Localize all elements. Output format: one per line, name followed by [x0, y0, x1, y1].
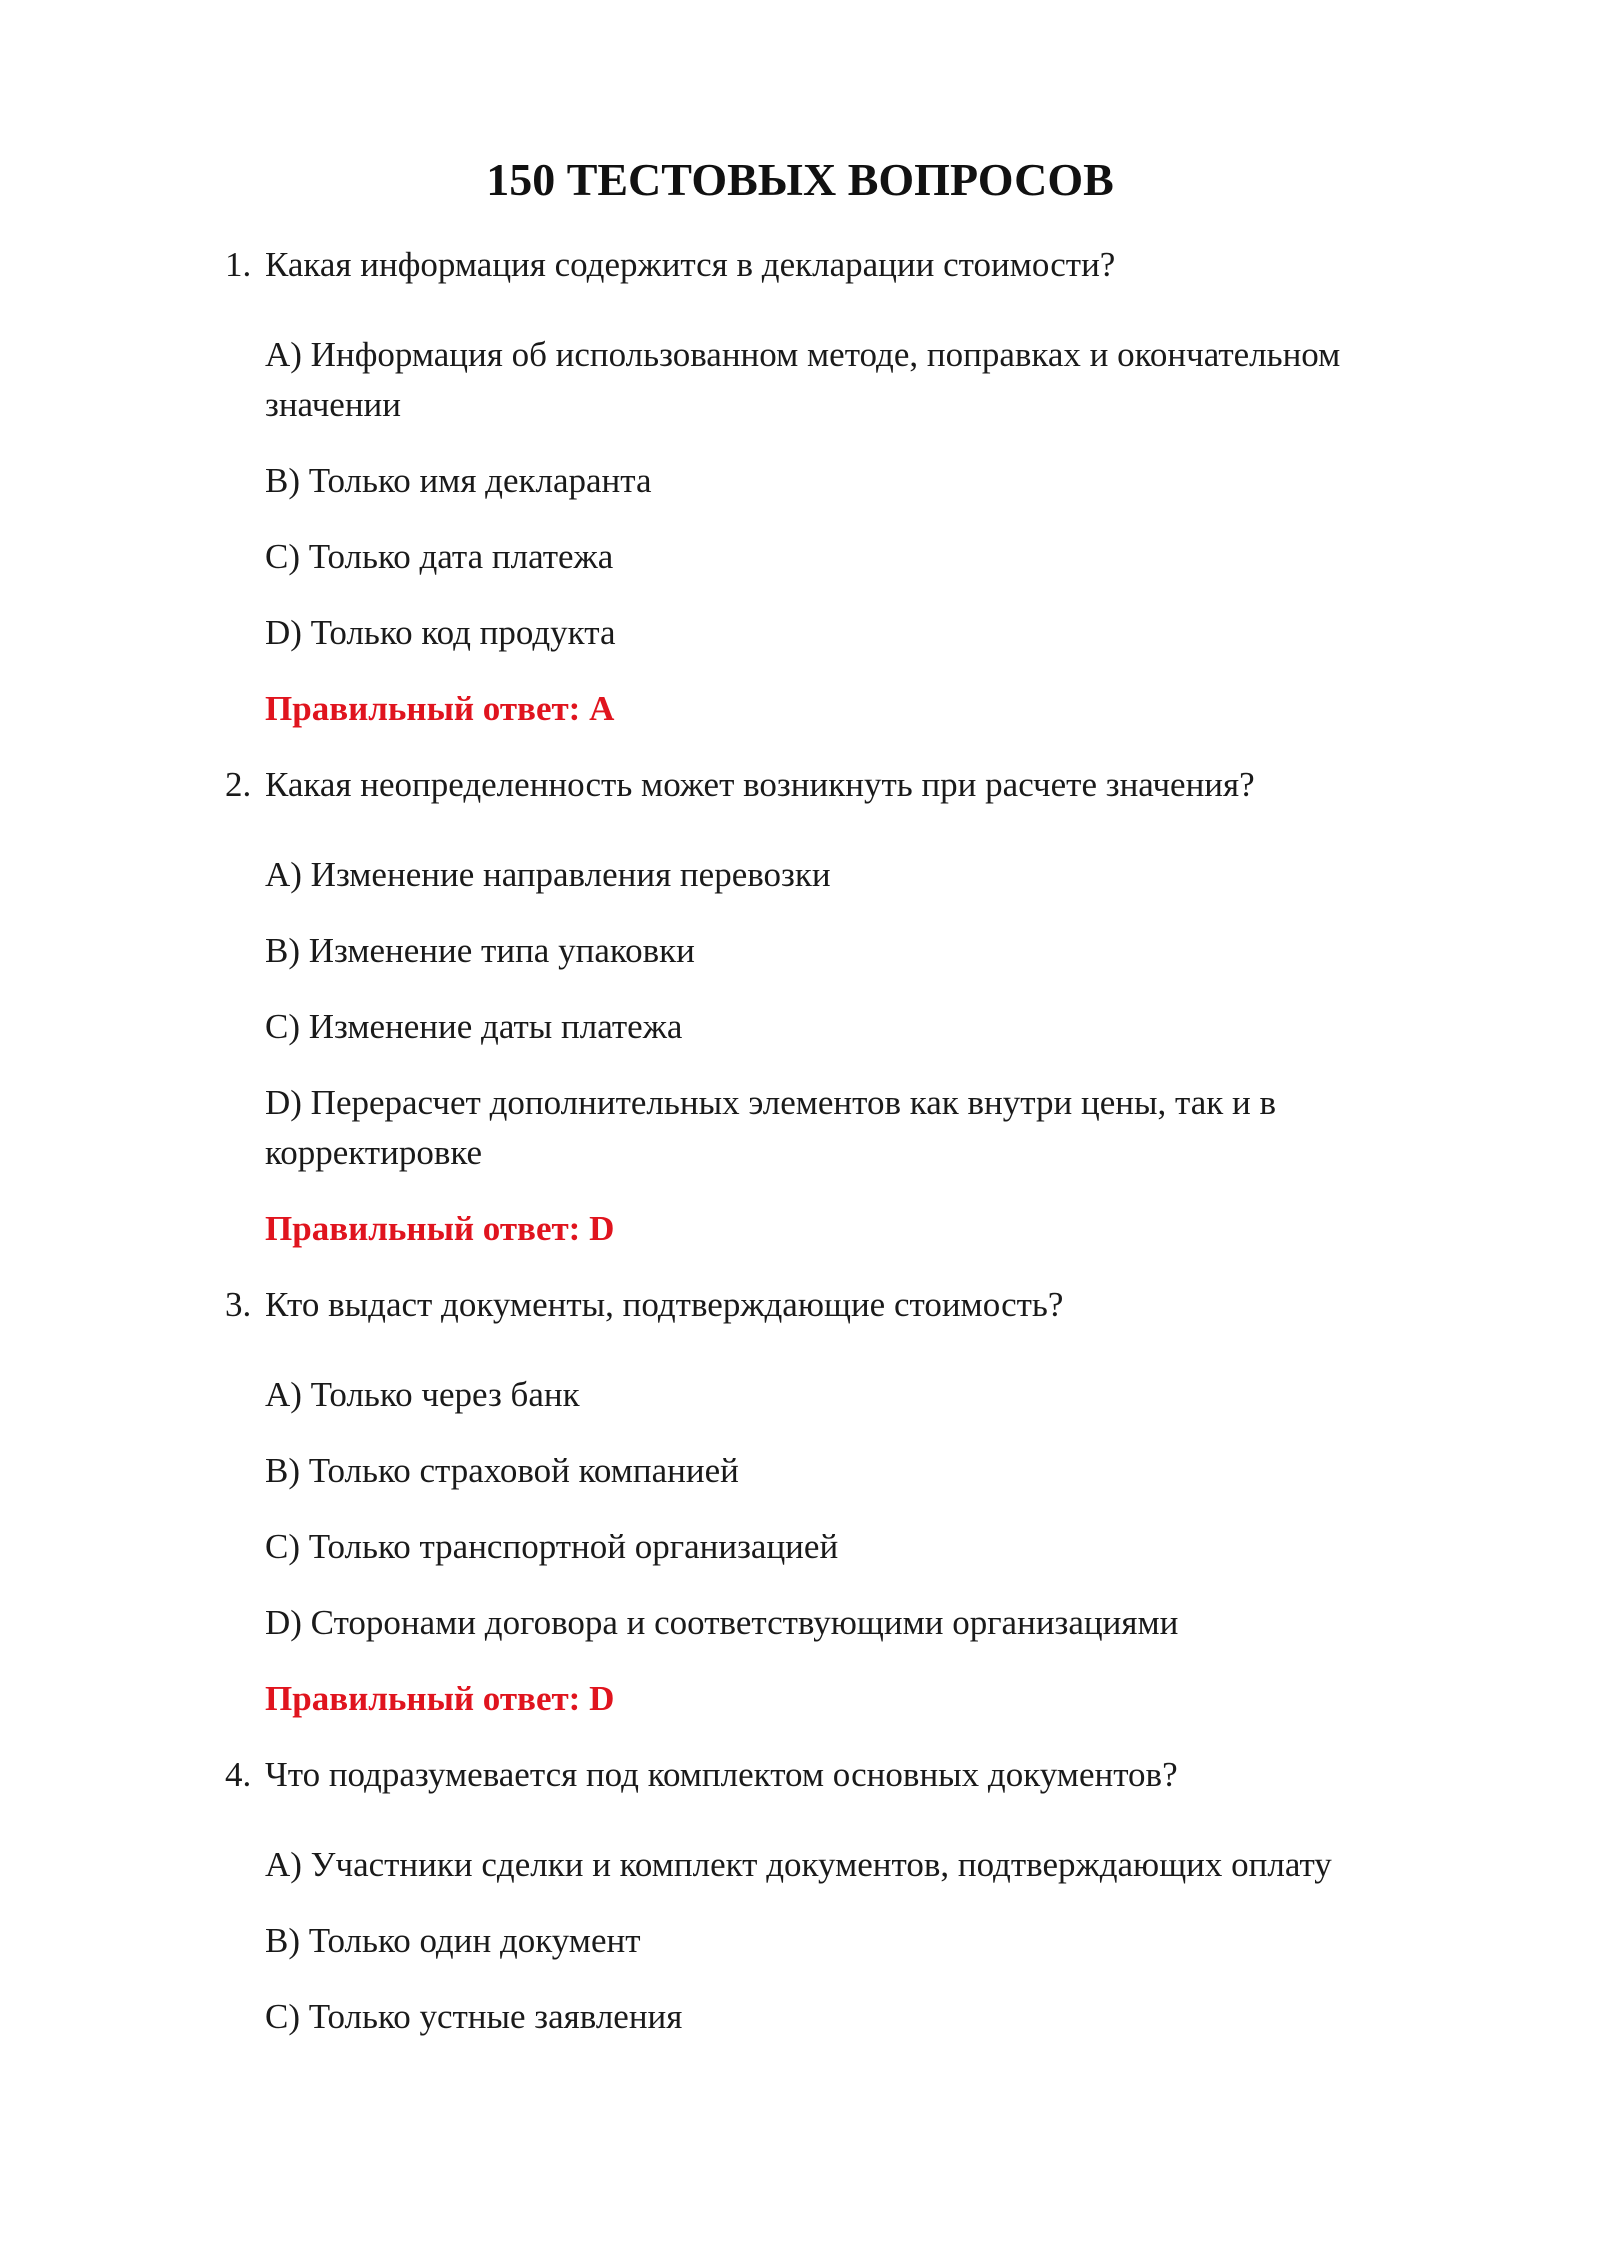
- question-3: [225, 1280, 1485, 1330]
- question-number: 4.: [225, 1755, 252, 1794]
- question-text: Какая информация содержится в декларации стоимости?: [265, 245, 1116, 284]
- option-b: B) Только имя декларанта: [265, 461, 652, 500]
- question-2: [225, 760, 1485, 810]
- question-text: Что подразумевается под комплектом основных документов?: [265, 1755, 1178, 1794]
- correct-answer: Правильный ответ: D: [265, 1209, 615, 1248]
- option-b: B) Только один документ: [265, 1921, 641, 1960]
- question-text: Кто выдаст документы, подтверждающие стоимость?: [265, 1285, 1064, 1324]
- option-a: A) Информация об использованном методе, поправках и окончательном значении: [265, 335, 1341, 424]
- question-number: 1.: [225, 245, 252, 284]
- option-c: C) Только транспортной организацией: [265, 1527, 839, 1566]
- question-number: 2.: [225, 765, 252, 804]
- option-c: C) Только дата платежа: [265, 537, 614, 576]
- question-1: [225, 240, 1485, 290]
- correct-answer: Правильный ответ: D: [265, 1679, 615, 1718]
- option-a: A) Изменение направления перевозки: [265, 855, 831, 894]
- correct-answer: Правильный ответ: A: [265, 689, 615, 728]
- option-a: A) Участники сделки и комплект документов, подтверждающих оплату: [265, 1845, 1332, 1884]
- question-text: Какая неопределенность может возникнуть при расчете значения?: [265, 765, 1255, 804]
- option-d: D) Сторонами договора и соответствующими организациями: [265, 1603, 1179, 1642]
- option-d: D) Только код продукта: [265, 613, 616, 652]
- question-number: 3.: [225, 1285, 252, 1324]
- option-b: B) Изменение типа упаковки: [265, 931, 695, 970]
- option-d: D) Перерасчет дополнительных элементов как внутри цены, так и в корректировке: [265, 1083, 1277, 1172]
- question-4: [225, 1750, 1485, 1800]
- option-b: B) Только страховой компанией: [265, 1451, 739, 1490]
- option-c: C) Изменение даты платежа: [265, 1007, 683, 1046]
- option-c: C) Только устные заявления: [265, 1997, 683, 2036]
- page-title: 150 ТЕСТОВЫХ ВОПРОСОВ: [486, 154, 1114, 205]
- option-a: A) Только через банк: [265, 1375, 580, 1414]
